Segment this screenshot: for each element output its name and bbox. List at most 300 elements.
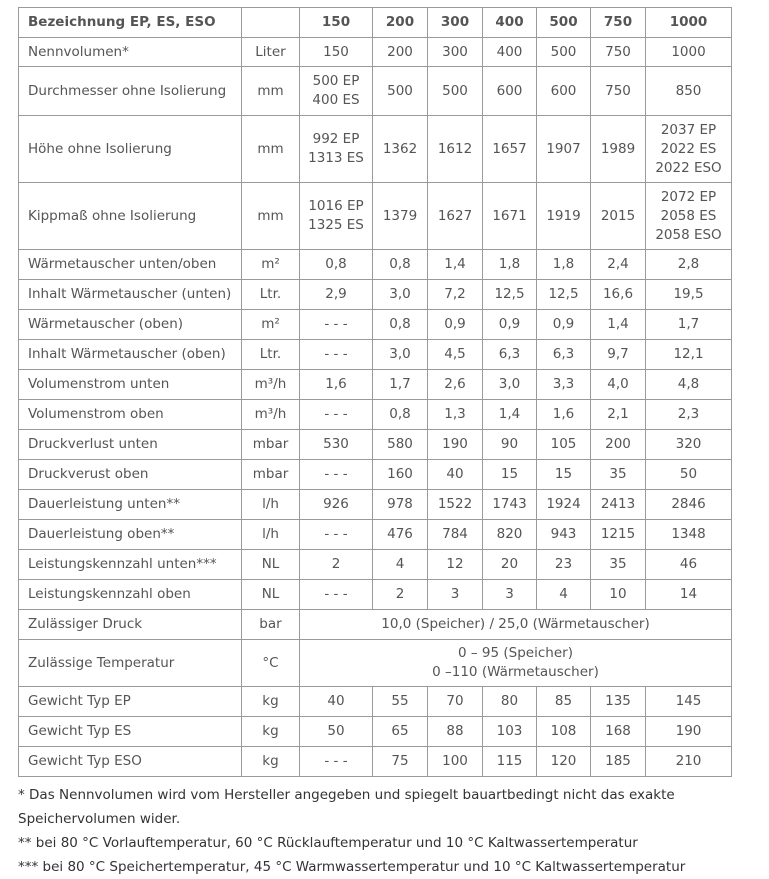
cell-value xyxy=(646,687,732,717)
cell-value xyxy=(428,280,483,310)
footnotes xyxy=(18,783,768,879)
cell-value xyxy=(300,687,373,717)
cell-line: 1,6 xyxy=(325,376,347,392)
cell-line: 2 xyxy=(331,556,341,572)
table-row xyxy=(19,183,732,250)
cell-line: 0,8 xyxy=(389,316,411,332)
cell-line: 2058 ES xyxy=(660,207,717,224)
cell-value xyxy=(591,340,646,370)
cell-line: 1522 xyxy=(437,496,473,512)
cell-value xyxy=(483,116,537,183)
cell-line: 210 xyxy=(675,753,702,769)
row-unit: kg xyxy=(242,687,300,717)
cell-line: 15 xyxy=(554,466,573,482)
cell-value xyxy=(537,687,591,717)
cell-line: 15 xyxy=(500,466,519,482)
cell-value xyxy=(591,747,646,777)
row-unit: kg xyxy=(242,717,300,747)
cell-value xyxy=(483,747,537,777)
row-label: Volumenstrom oben xyxy=(19,400,242,430)
cell-value xyxy=(300,580,373,610)
cell-value xyxy=(373,430,428,460)
cell-line: 580 xyxy=(387,436,413,452)
cell-value xyxy=(300,116,373,183)
cell-value xyxy=(537,520,591,550)
cell-value xyxy=(537,490,591,520)
cell-line: 2846 xyxy=(671,496,706,512)
cell-value xyxy=(300,430,373,460)
cell-value xyxy=(373,460,428,490)
cell-line: 1362 xyxy=(382,140,418,157)
cell-value xyxy=(300,38,373,67)
cell-line: 1657 xyxy=(492,140,527,157)
cell-value xyxy=(483,370,537,400)
row-label: Volumenstrom unten xyxy=(19,370,242,400)
cell-value xyxy=(591,520,646,550)
cell-value xyxy=(428,400,483,430)
row-label: Höhe ohne Isolierung xyxy=(19,116,242,183)
cell-line: 1919 xyxy=(546,207,581,224)
cell-value xyxy=(428,67,483,116)
row-label: Kippmaß ohne Isolierung xyxy=(19,183,242,250)
cell-value xyxy=(428,340,483,370)
cell-line: 1671 xyxy=(492,207,527,224)
cell-value xyxy=(537,67,591,116)
cell-value xyxy=(646,460,732,490)
cell-line: 100 xyxy=(442,753,468,769)
cell-line: 3 xyxy=(450,586,460,602)
cell-value xyxy=(591,370,646,400)
cell-line: 35 xyxy=(609,556,627,572)
cell-value xyxy=(646,717,732,747)
row-unit: l/h xyxy=(242,520,300,550)
cell-line: 65 xyxy=(391,723,409,739)
table-row xyxy=(19,717,732,747)
cell-line: 992 EP xyxy=(312,131,360,147)
cell-line: 20 xyxy=(500,556,519,572)
cell-line: 600 xyxy=(496,82,523,99)
cell-value xyxy=(646,490,732,520)
cell-line: 120 xyxy=(550,753,577,769)
cell-value xyxy=(537,430,591,460)
cell-value xyxy=(428,250,483,280)
row-label: Gewicht Typ EP xyxy=(19,687,242,717)
cell-value xyxy=(373,580,428,610)
row-unit: l/h xyxy=(242,490,300,520)
cell-value xyxy=(428,550,483,580)
cell-line: 1907 xyxy=(546,140,581,157)
cell-line: 1379 xyxy=(382,207,418,224)
cell-line: 85 xyxy=(554,693,573,709)
cell-line: 2015 xyxy=(600,207,636,224)
row-label: Zulässige Temperatur xyxy=(19,640,242,687)
cell-value xyxy=(591,116,646,183)
cell-line: - - - xyxy=(324,586,348,602)
cell-line: 1,3 xyxy=(444,406,466,422)
cell-value xyxy=(483,280,537,310)
cell-line: 12,1 xyxy=(673,346,704,362)
cell-value xyxy=(300,550,373,580)
table-row xyxy=(19,687,732,717)
row-unit: Ltr. xyxy=(242,340,300,370)
cell-value xyxy=(373,520,428,550)
cell-line: 135 xyxy=(605,693,631,709)
row-unit: kg xyxy=(242,747,300,777)
table-row xyxy=(19,580,732,610)
cell-value xyxy=(646,38,732,67)
cell-line: 1,6 xyxy=(552,406,575,422)
cell-value xyxy=(537,460,591,490)
cell-line: 600 xyxy=(550,82,577,99)
cell-value xyxy=(300,520,373,550)
cell-value xyxy=(591,580,646,610)
cell-line: 75 xyxy=(391,753,409,769)
row-label: Nennvolumen* xyxy=(19,38,242,67)
cell-value xyxy=(428,580,483,610)
cell-value xyxy=(428,490,483,520)
cell-line: 105 xyxy=(550,436,577,452)
cell-line: 10,0 (Speicher) / 25,0 (Wärmetauscher) xyxy=(381,616,650,632)
cell-line: 1612 xyxy=(437,140,473,157)
header-unit xyxy=(242,8,300,38)
cell-line: 168 xyxy=(605,723,631,739)
row-label: Leistungskennzahl unten*** xyxy=(19,550,242,580)
table-row xyxy=(19,520,732,550)
cell-line: 500 xyxy=(387,82,413,99)
cell-line: 1,4 xyxy=(444,256,466,272)
cell-line: 2058 ESO xyxy=(655,226,722,243)
cell-line: 1215 xyxy=(600,526,636,542)
cell-value xyxy=(646,310,732,340)
row-unit: bar xyxy=(242,610,300,640)
cell-value xyxy=(537,310,591,340)
cell-line: 23 xyxy=(554,556,573,572)
table-row xyxy=(19,340,732,370)
cell-value xyxy=(537,580,591,610)
cell-value xyxy=(373,67,428,116)
cell-line: 190 xyxy=(442,436,468,452)
header-size: 400 xyxy=(483,8,537,38)
cell-line: 50 xyxy=(679,466,698,482)
cell-value xyxy=(483,490,537,520)
cell-value xyxy=(646,370,732,400)
cell-line: 978 xyxy=(387,496,413,512)
cell-value xyxy=(373,310,428,340)
table-row xyxy=(19,116,732,183)
cell-line: 1,8 xyxy=(498,256,521,272)
row-unit: m² xyxy=(242,310,300,340)
cell-value xyxy=(428,183,483,250)
cell-value xyxy=(646,183,732,250)
cell-line: 0 – 95 (Speicher) xyxy=(458,645,573,661)
cell-line: 2,6 xyxy=(444,376,466,392)
cell-line: 2,9 xyxy=(325,286,347,302)
cell-line: 10 xyxy=(609,586,627,602)
cell-value xyxy=(591,183,646,250)
row-unit: Ltr. xyxy=(242,280,300,310)
cell-value xyxy=(483,183,537,250)
cell-line: - - - xyxy=(324,316,348,332)
footnote-performance: *** bei 80 °C Speichertemperatur, 45 °C Warmwassertemperatur und 10 °C Kaltwassertemperatur xyxy=(18,859,686,875)
cell-line: 160 xyxy=(387,466,413,482)
cell-value xyxy=(300,183,373,250)
cell-value xyxy=(373,38,428,67)
cell-value xyxy=(373,550,428,580)
cell-line: 1000 xyxy=(671,43,706,60)
footnote-volume: * Das Nennvolumen wird vom Hersteller angegeben und spiegelt bauartbedingt nicht das exakte Speichervolumen wider. xyxy=(18,787,675,827)
cell-line: 16,6 xyxy=(602,286,634,302)
spec-table-body xyxy=(19,38,732,777)
cell-line: 0,8 xyxy=(389,256,411,272)
cell-line: 500 xyxy=(550,43,577,60)
row-unit: mm xyxy=(242,67,300,116)
table-row xyxy=(19,430,732,460)
cell-line: 7,2 xyxy=(444,286,466,302)
header-size: 200 xyxy=(373,8,428,38)
row-unit: m³/h xyxy=(242,370,300,400)
cell-value xyxy=(373,340,428,370)
row-label: Dauerleistung oben** xyxy=(19,520,242,550)
row-unit: mbar xyxy=(242,430,300,460)
cell-line: 88 xyxy=(446,723,464,739)
cell-line: 300 xyxy=(442,43,468,60)
table-row xyxy=(19,747,732,777)
cell-line: 12,5 xyxy=(494,286,525,302)
cell-line: 1,7 xyxy=(389,376,411,392)
cell-value xyxy=(483,400,537,430)
cell-value xyxy=(373,490,428,520)
header-label: Bezeichnung EP, ES, ESO xyxy=(19,8,242,38)
table-row xyxy=(19,640,732,687)
cell-line: 820 xyxy=(496,526,523,542)
cell-line: 6,3 xyxy=(552,346,575,362)
cell-line: 0,8 xyxy=(325,256,347,272)
cell-line: 500 xyxy=(442,82,468,99)
cell-value xyxy=(373,370,428,400)
header-size: 150 xyxy=(300,8,373,38)
cell-line: 50 xyxy=(327,723,345,739)
cell-value xyxy=(537,280,591,310)
cell-line: 1,7 xyxy=(677,316,700,332)
row-label: Dauerleistung unten** xyxy=(19,490,242,520)
cell-line: 3,0 xyxy=(498,376,521,392)
cell-line: 4,0 xyxy=(607,376,629,392)
cell-value xyxy=(591,550,646,580)
cell-value xyxy=(537,340,591,370)
cell-line: 0,8 xyxy=(389,406,411,422)
cell-value xyxy=(300,490,373,520)
cell-line: 943 xyxy=(550,526,577,542)
cell-value xyxy=(483,520,537,550)
table-row xyxy=(19,400,732,430)
cell-line: 0,9 xyxy=(444,316,466,332)
row-label: Wärmetauscher (oben) xyxy=(19,310,242,340)
cell-value xyxy=(591,490,646,520)
cell-line: 476 xyxy=(387,526,413,542)
cell-value xyxy=(428,460,483,490)
cell-line: 1743 xyxy=(492,496,527,512)
cell-value xyxy=(300,460,373,490)
row-unit: mbar xyxy=(242,460,300,490)
cell-line: - - - xyxy=(324,753,348,769)
cell-value xyxy=(373,183,428,250)
cell-value xyxy=(373,280,428,310)
cell-value xyxy=(428,310,483,340)
cell-value xyxy=(591,400,646,430)
row-label: Wärmetauscher unten/oben xyxy=(19,250,242,280)
cell-value xyxy=(373,747,428,777)
cell-line: 1313 ES xyxy=(308,150,364,166)
cell-line: 926 xyxy=(323,496,349,512)
cell-value xyxy=(537,370,591,400)
cell-line: 200 xyxy=(387,43,413,60)
cell-line: 2037 EP xyxy=(660,121,717,138)
cell-line: 3 xyxy=(505,586,514,602)
cell-value xyxy=(428,747,483,777)
cell-value xyxy=(591,250,646,280)
cell-line: 320 xyxy=(675,436,702,452)
cell-value xyxy=(428,370,483,400)
cell-value xyxy=(646,280,732,310)
cell-value xyxy=(373,116,428,183)
cell-line: 850 xyxy=(675,82,702,99)
cell-value xyxy=(646,520,732,550)
cell-value xyxy=(483,250,537,280)
cell-value xyxy=(537,38,591,67)
cell-line: 0,9 xyxy=(498,316,521,332)
table-row xyxy=(19,38,732,67)
cell-value xyxy=(428,116,483,183)
cell-line: 2,1 xyxy=(607,406,629,422)
cell-line: 1989 xyxy=(600,140,636,157)
cell-line: 14 xyxy=(679,586,698,602)
cell-line: - - - xyxy=(324,466,348,482)
cell-line: - - - xyxy=(324,406,348,422)
cell-value xyxy=(646,116,732,183)
table-row xyxy=(19,310,732,340)
cell-value xyxy=(483,310,537,340)
cell-value xyxy=(428,430,483,460)
spec-table xyxy=(18,7,732,777)
cell-line: 6,3 xyxy=(498,346,521,362)
cell-value xyxy=(591,430,646,460)
cell-line: 3,3 xyxy=(552,376,575,392)
cell-value xyxy=(300,340,373,370)
cell-line: 4,8 xyxy=(677,376,700,392)
row-unit: NL xyxy=(242,550,300,580)
cell-line: 1,4 xyxy=(498,406,521,422)
cell-value xyxy=(537,116,591,183)
cell-line: 200 xyxy=(605,436,631,452)
cell-line: 2,8 xyxy=(677,256,700,272)
cell-value xyxy=(591,38,646,67)
cell-line: 1016 EP xyxy=(308,198,364,214)
row-unit: mm xyxy=(242,183,300,250)
header-size: 1000 xyxy=(646,8,732,38)
cell-line: 1,4 xyxy=(607,316,629,332)
cell-line: 108 xyxy=(550,723,577,739)
row-label: Inhalt Wärmetauscher (oben) xyxy=(19,340,242,370)
cell-line: 150 xyxy=(323,43,349,60)
cell-value xyxy=(300,747,373,777)
cell-value xyxy=(591,460,646,490)
cell-value xyxy=(300,280,373,310)
cell-value xyxy=(646,67,732,116)
cell-line: 35 xyxy=(609,466,627,482)
cell-value xyxy=(483,460,537,490)
cell-line: 9,7 xyxy=(607,346,629,362)
row-label: Druckverust oben xyxy=(19,460,242,490)
table-row xyxy=(19,280,732,310)
cell-line: - - - xyxy=(324,526,348,542)
cell-value xyxy=(300,310,373,340)
cell-line: 1,8 xyxy=(552,256,575,272)
cell-value xyxy=(300,717,373,747)
cell-value xyxy=(591,717,646,747)
cell-line: 185 xyxy=(605,753,631,769)
cell-line: 1924 xyxy=(546,496,581,512)
cell-value xyxy=(483,687,537,717)
cell-line: 70 xyxy=(446,693,464,709)
cell-line: 784 xyxy=(442,526,468,542)
cell-value xyxy=(428,520,483,550)
cell-line: 400 ES xyxy=(312,92,360,108)
cell-line: 2022 ESO xyxy=(655,159,722,176)
cell-line: 500 EP xyxy=(312,73,360,89)
row-merged-value xyxy=(300,610,732,640)
cell-value xyxy=(373,400,428,430)
cell-value xyxy=(537,747,591,777)
row-unit: m² xyxy=(242,250,300,280)
cell-value xyxy=(537,250,591,280)
cell-line: 3,0 xyxy=(389,286,411,302)
cell-value xyxy=(646,430,732,460)
cell-line: 3,0 xyxy=(389,346,411,362)
row-unit: m³/h xyxy=(242,400,300,430)
cell-value xyxy=(483,67,537,116)
cell-line: 2 xyxy=(395,586,405,602)
cell-value xyxy=(483,430,537,460)
row-label: Leistungskennzahl oben xyxy=(19,580,242,610)
cell-value xyxy=(373,717,428,747)
row-unit: Liter xyxy=(242,38,300,67)
cell-line: - - - xyxy=(324,346,348,362)
cell-value xyxy=(483,580,537,610)
cell-value xyxy=(483,38,537,67)
cell-value xyxy=(646,340,732,370)
cell-value xyxy=(591,310,646,340)
cell-line: 2,4 xyxy=(607,256,629,272)
cell-value xyxy=(646,400,732,430)
cell-line: 190 xyxy=(675,723,702,739)
cell-line: 145 xyxy=(675,693,702,709)
cell-value xyxy=(537,550,591,580)
cell-line: 530 xyxy=(323,436,349,452)
table-row xyxy=(19,460,732,490)
cell-line: 103 xyxy=(496,723,523,739)
cell-line: 40 xyxy=(446,466,464,482)
cell-line: 750 xyxy=(605,82,631,99)
cell-value xyxy=(428,687,483,717)
header-row xyxy=(19,8,732,38)
row-label: Durchmesser ohne Isolierung xyxy=(19,67,242,116)
table-row xyxy=(19,550,732,580)
cell-value xyxy=(646,550,732,580)
cell-line: 1348 xyxy=(671,526,706,542)
cell-line: 750 xyxy=(605,43,631,60)
cell-line: 2,3 xyxy=(677,406,700,422)
table-row xyxy=(19,250,732,280)
